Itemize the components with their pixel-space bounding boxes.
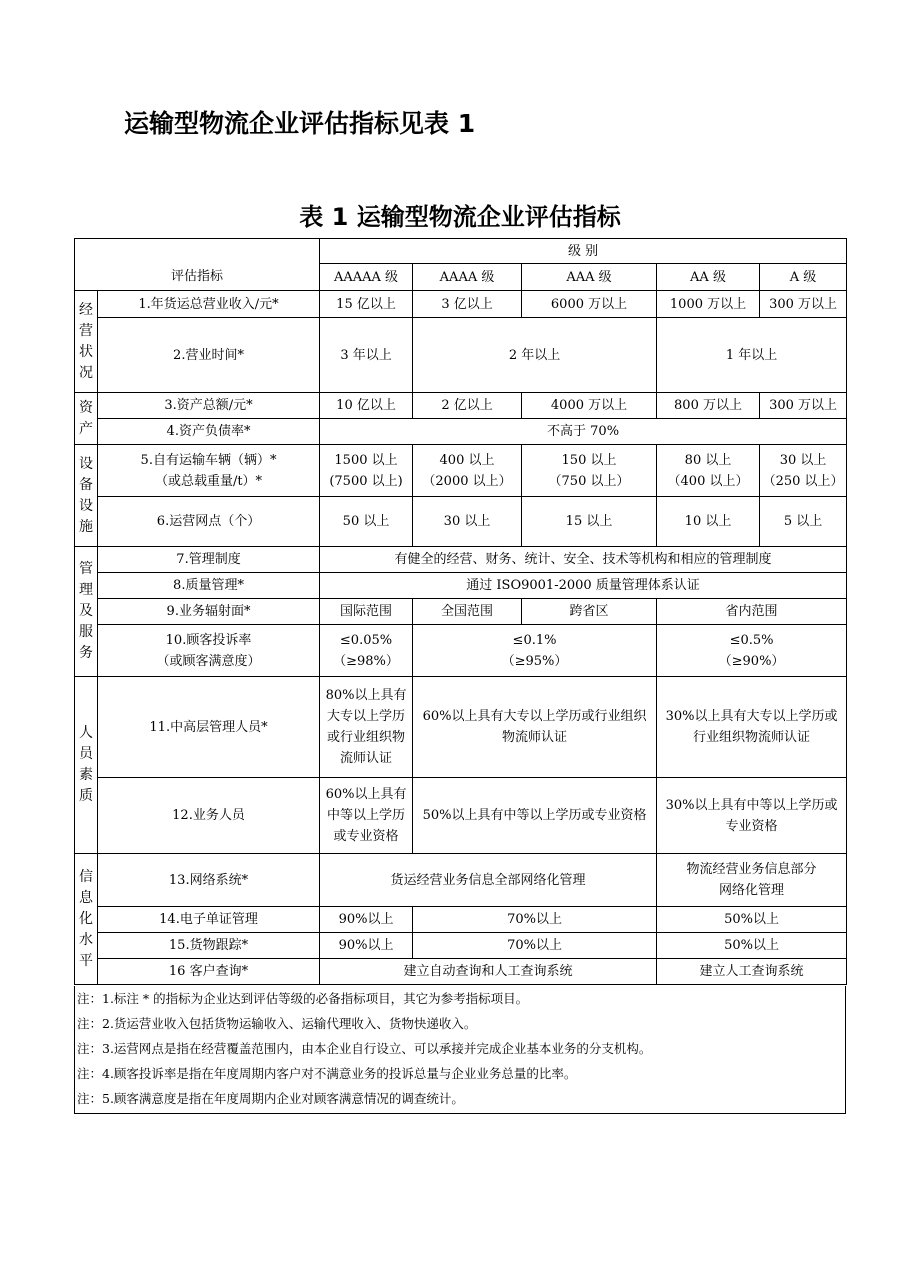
- cell: 15 亿以上: [320, 291, 413, 318]
- category-it: 信 息 化 水 平: [75, 854, 98, 985]
- row-label: 1.年货运总营业收入/元*: [98, 291, 320, 318]
- cell: 90%以上: [320, 933, 413, 959]
- cell: 60%以上具有 中等以上学历 或专业资格: [320, 778, 413, 854]
- cell: 30 以上: [413, 497, 522, 547]
- cell: 70%以上: [413, 933, 657, 959]
- table-row: [75, 497, 847, 547]
- cell: 3 亿以上: [413, 291, 522, 318]
- row-label: 4.资产负债率*: [98, 419, 320, 445]
- cell: 货运经营业务信息全部网络化管理: [320, 854, 657, 907]
- cell: 30 以上 （250 以上）: [760, 445, 847, 497]
- cell: 10 以上: [657, 497, 760, 547]
- cell: 50%以上: [657, 933, 847, 959]
- row-label: 3.资产总额/元*: [98, 393, 320, 419]
- cell: 50%以上具有中等以上学历或专业资格: [413, 778, 657, 854]
- table-notes: [74, 986, 846, 1114]
- cell: 物流经营业务信息部分 网络化管理: [657, 854, 847, 907]
- category-assets: 资 产: [75, 393, 98, 445]
- cell: 3 年以上: [320, 318, 413, 393]
- category-operation: 经 营 状 况: [75, 291, 98, 393]
- row-label: 16 客户查询*: [98, 959, 320, 985]
- row-label: 9.业务辐射面*: [98, 599, 320, 625]
- cell: 建立人工查询系统: [657, 959, 847, 985]
- table-row: [75, 625, 847, 677]
- cell: 1500 以上 (7500 以上): [320, 445, 413, 497]
- cell: 4000 万以上: [522, 393, 657, 419]
- cell: 全国范围: [413, 599, 522, 625]
- table-caption: 表 1 运输型物流企业评估指标: [299, 203, 621, 231]
- category-facilities: 设 备 设 施: [75, 445, 98, 547]
- cell: 400 以上 （2000 以上）: [413, 445, 522, 497]
- cell: ≤0.1% （≥95%）: [413, 625, 657, 677]
- note-item: 注：5.顾客满意度是指在年度周期内企业对顾客满意情况的调查统计。: [77, 1091, 464, 1106]
- cell: 通过 ISO9001-2000 质量管理体系认证: [320, 573, 847, 599]
- note-item: 注：3.运营网点是指在经营覆盖范围内，由本企业自行设立、可以承接并完成企业基本业务的分支机构。: [77, 1041, 652, 1056]
- row-label: 13.网络系统*: [98, 854, 320, 907]
- cell: 15 以上: [522, 497, 657, 547]
- cell: 80 以上 （400 以上）: [657, 445, 760, 497]
- cell: 省内范围: [657, 599, 847, 625]
- category-management: 管 理 及 服 务: [75, 547, 98, 677]
- cell: 800 万以上: [657, 393, 760, 419]
- note-item: 注：2.货运营业收入包括货物运输收入、运输代理收入、货物快递收入。: [77, 1016, 477, 1031]
- table-row: [75, 599, 847, 625]
- table-row: [75, 419, 847, 445]
- cell: 5 以上: [760, 497, 847, 547]
- cell: 30%以上具有中等以上学历或 专业资格: [657, 778, 847, 854]
- note-item: 注：4.顾客投诉率是指在年度周期内客户对不满意业务的投诉总量与企业业务总量的比率。: [77, 1066, 577, 1081]
- table-row: [75, 907, 847, 933]
- level-aa: AA 级: [657, 264, 760, 291]
- cell: ≤0.05% （≥98%）: [320, 625, 413, 677]
- level-aaaaa: AAAAA 级: [320, 264, 413, 291]
- cell: ≤0.5% （≥90%）: [657, 625, 847, 677]
- table-row: [75, 778, 847, 854]
- table-row: [75, 291, 847, 318]
- table-row: [75, 854, 847, 907]
- row-label: 6.运营网点（个）: [98, 497, 320, 547]
- table-row: [75, 677, 847, 778]
- table-row: [75, 547, 847, 573]
- level-aaa: AAA 级: [522, 264, 657, 291]
- cell: 90%以上: [320, 907, 413, 933]
- row-label: 10.顾客投诉率 （或顾客满意度）: [98, 625, 320, 677]
- table-row: [75, 318, 847, 393]
- level-aaaa: AAAA 级: [413, 264, 522, 291]
- cell: 1000 万以上: [657, 291, 760, 318]
- cell: 国际范围: [320, 599, 413, 625]
- category-personnel: 人 员 素 质: [75, 677, 98, 854]
- evaluation-table: [74, 238, 847, 985]
- cell: 150 以上 （750 以上）: [522, 445, 657, 497]
- table-row: [75, 933, 847, 959]
- cell: 80%以上具有 大专以上学历 或行业组织物 流师认证: [320, 677, 413, 778]
- row-label: 15.货物跟踪*: [98, 933, 320, 959]
- cell: 70%以上: [413, 907, 657, 933]
- cell: 30%以上具有大专以上学历或 行业组织物流师认证: [657, 677, 847, 778]
- cell: 2 年以上: [413, 318, 657, 393]
- table-row: [75, 959, 847, 985]
- cell: 跨省区: [522, 599, 657, 625]
- cell: 50%以上: [657, 907, 847, 933]
- row-label: 11.中高层管理人员*: [98, 677, 320, 778]
- row-label: 12.业务人员: [98, 778, 320, 854]
- cell: 10 亿以上: [320, 393, 413, 419]
- row-label: 5.自有运输车辆（辆）* （或总载重量/t）*: [98, 445, 320, 497]
- header-level: 级 别: [320, 239, 847, 264]
- row-label: 8.质量管理*: [98, 573, 320, 599]
- cell: 6000 万以上: [522, 291, 657, 318]
- header-row: [75, 239, 847, 264]
- table-row: [75, 393, 847, 419]
- page-heading: 运输型物流企业评估指标见表 1: [124, 109, 476, 138]
- cell: 300 万以上: [760, 291, 847, 318]
- cell: 2 亿以上: [413, 393, 522, 419]
- table-row: [75, 445, 847, 497]
- row-label: 2.营业时间*: [98, 318, 320, 393]
- cell: 300 万以上: [760, 393, 847, 419]
- cell: 建立自动查询和人工查询系统: [320, 959, 657, 985]
- cell: 60%以上具有大专以上学历或行业组织 物流师认证: [413, 677, 657, 778]
- cell: 50 以上: [320, 497, 413, 547]
- table-row: [75, 573, 847, 599]
- header-indicator: 评估指标: [75, 239, 320, 291]
- note-item: 注：1.标注 * 的指标为企业达到评估等级的必备指标项目，其它为参考指标项目。: [77, 991, 529, 1006]
- row-label: 14.电子单证管理: [98, 907, 320, 933]
- level-a: A 级: [760, 264, 847, 291]
- row-label: 7.管理制度: [98, 547, 320, 573]
- cell: 不高于 70%: [320, 419, 847, 445]
- cell: 1 年以上: [657, 318, 847, 393]
- cell: 有健全的经营、财务、统计、安全、技术等机构和相应的管理制度: [320, 547, 847, 573]
